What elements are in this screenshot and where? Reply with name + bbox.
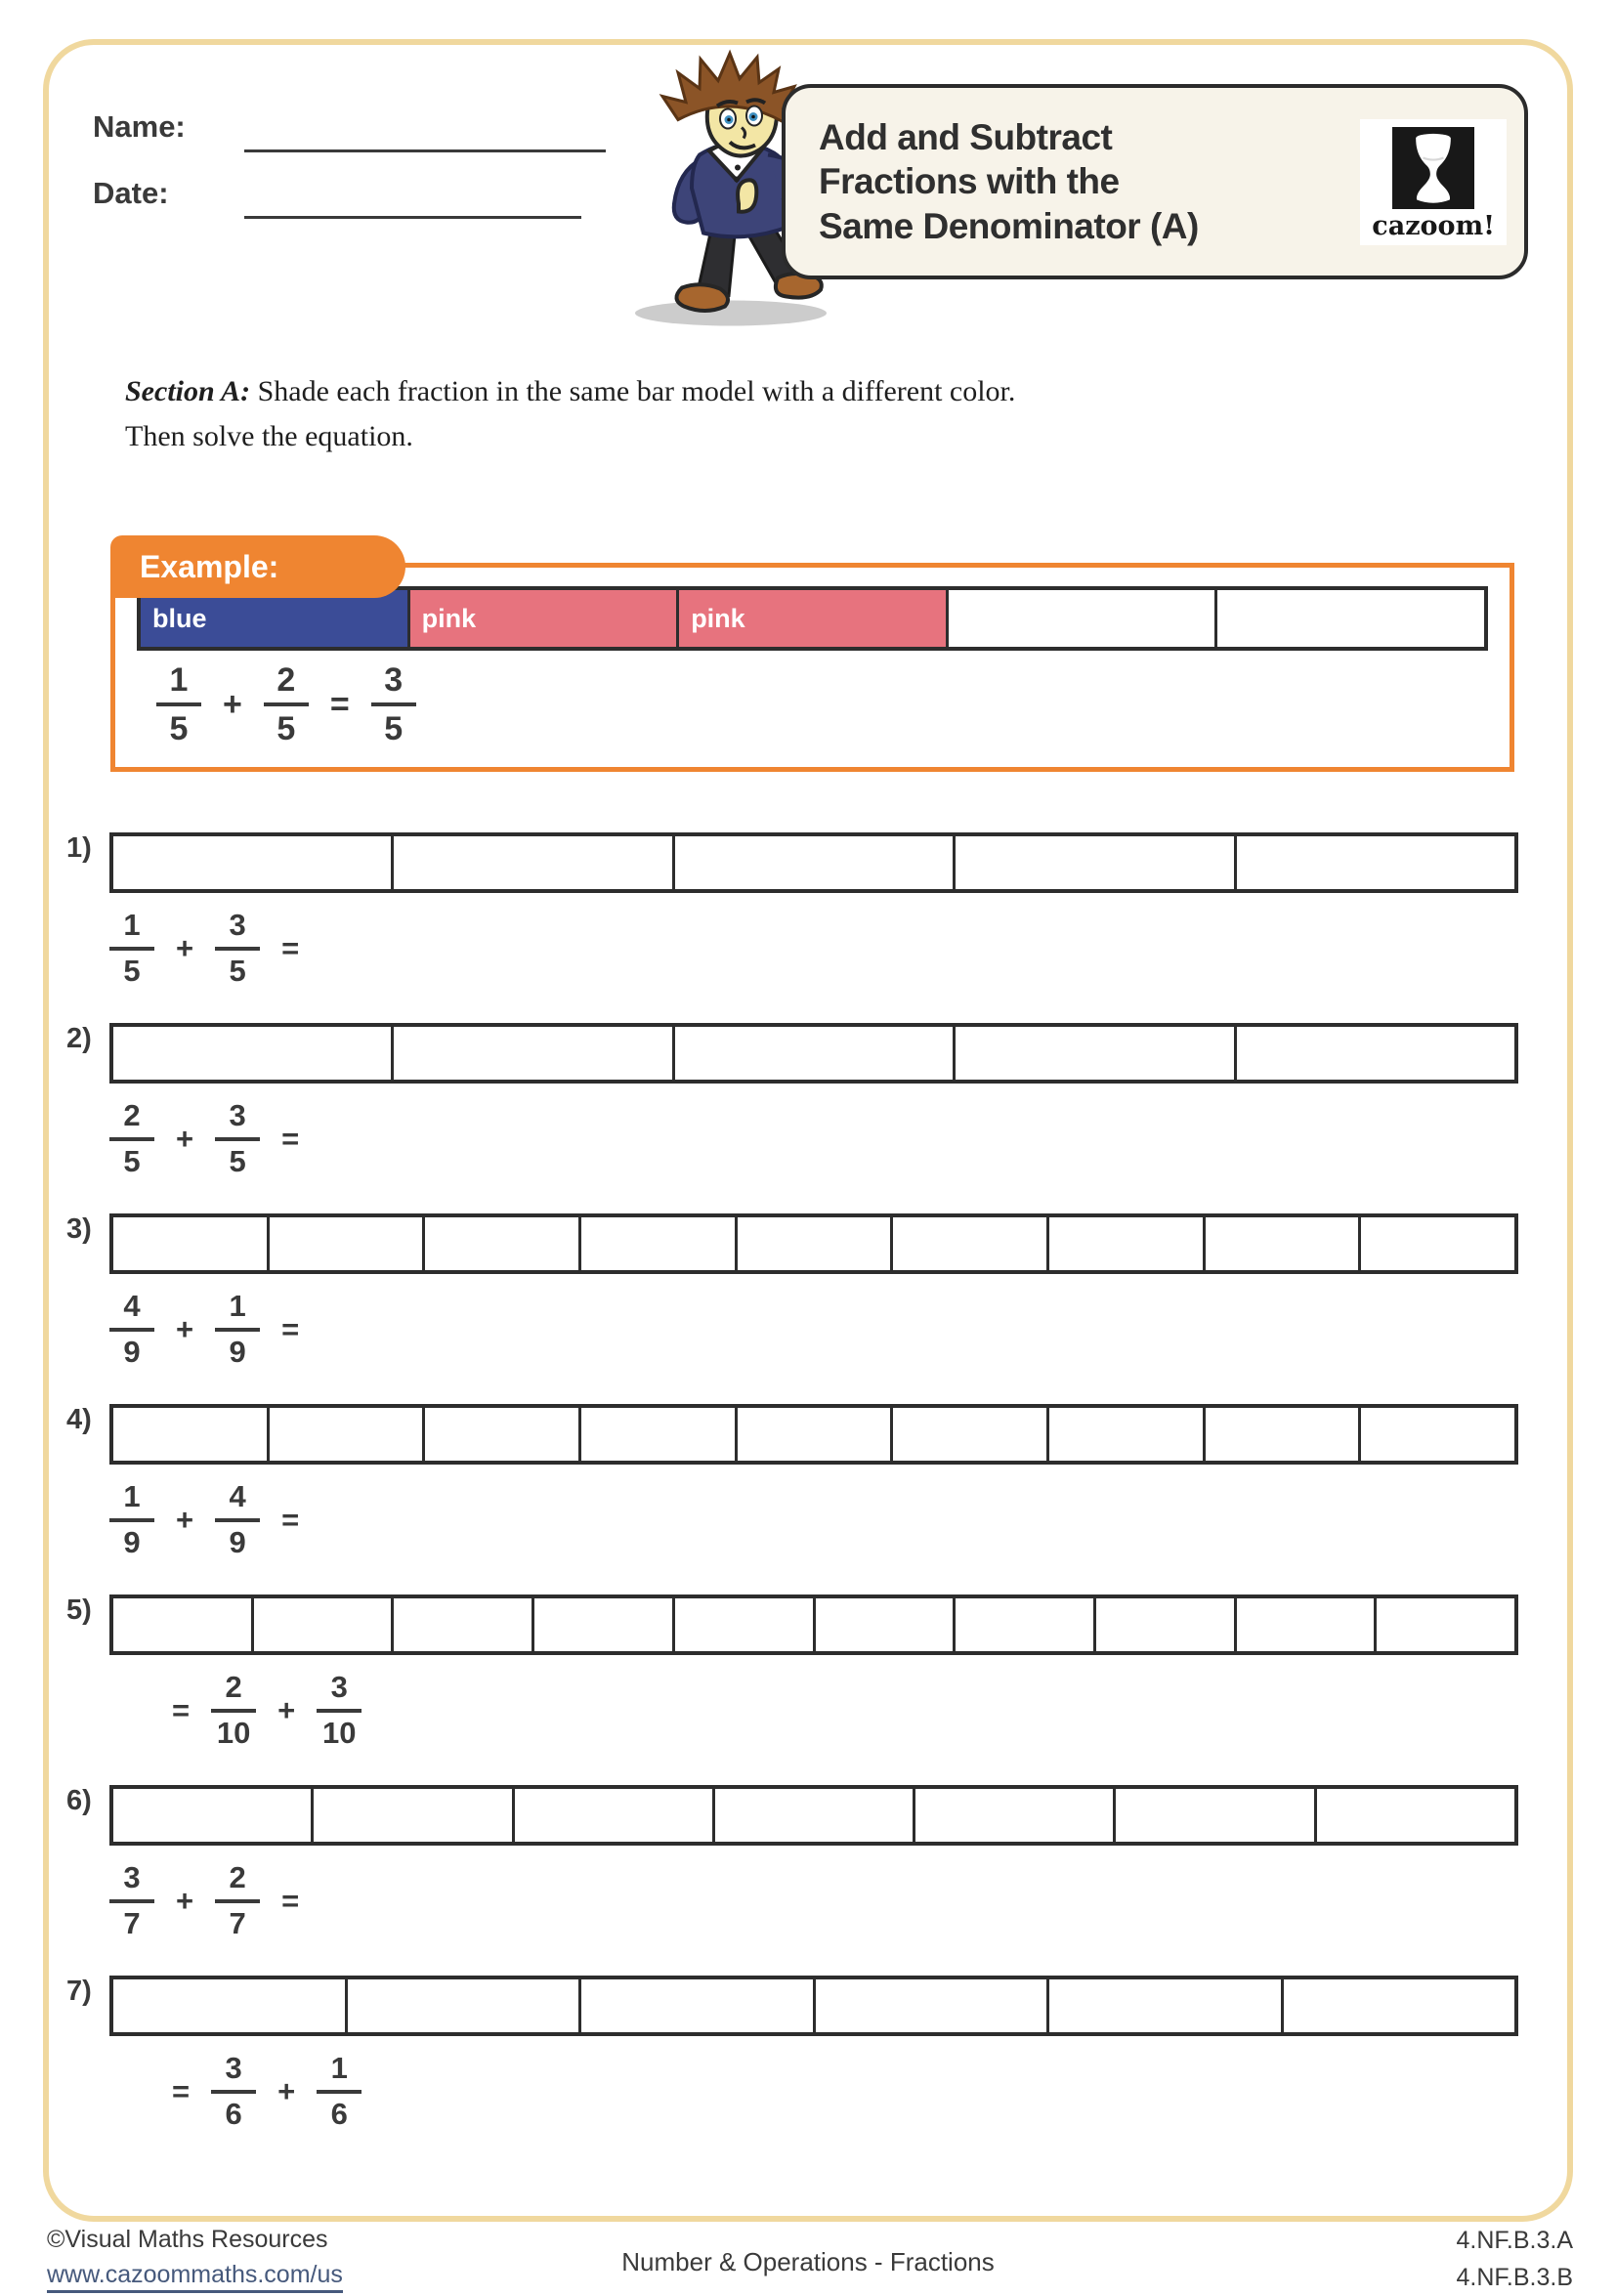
fraction bbox=[211, 2051, 256, 2132]
numerator: 1 bbox=[156, 660, 201, 706]
fraction bbox=[371, 660, 416, 748]
denominator: 5 bbox=[123, 1143, 141, 1178]
fraction bbox=[109, 1860, 154, 1941]
denominator: 9 bbox=[229, 1524, 246, 1559]
problem-equation bbox=[109, 1289, 1518, 1370]
section-label: Section A: bbox=[125, 375, 251, 407]
numerator: 3 bbox=[371, 660, 416, 706]
bar-cell bbox=[953, 1598, 1093, 1651]
operator: = bbox=[281, 930, 300, 965]
bar-cell bbox=[532, 1598, 672, 1651]
bar-cell bbox=[113, 1217, 267, 1270]
bar-cell bbox=[578, 1217, 735, 1270]
date-label: Date: bbox=[93, 176, 169, 210]
bar-cell bbox=[1214, 590, 1484, 647]
bar-cell bbox=[890, 1217, 1046, 1270]
fraction bbox=[109, 1479, 154, 1560]
bar-cell bbox=[813, 1598, 954, 1651]
problem-number: 3) bbox=[66, 1213, 92, 1245]
fraction bbox=[215, 1289, 260, 1370]
numerator: 1 bbox=[109, 1479, 154, 1522]
bar-cell bbox=[735, 1408, 891, 1461]
denominator: 7 bbox=[123, 1905, 141, 1940]
date-write-line bbox=[244, 216, 581, 219]
problem-number: 4) bbox=[66, 1404, 92, 1435]
operator: = bbox=[172, 2073, 191, 2108]
denominator: 6 bbox=[330, 2096, 348, 2131]
operator: + bbox=[223, 685, 242, 723]
fraction bbox=[109, 908, 154, 989]
cazoom-logo bbox=[1360, 119, 1507, 245]
operator: = bbox=[172, 1692, 191, 1727]
operator: = bbox=[329, 685, 350, 723]
numerator: 4 bbox=[215, 1479, 260, 1522]
fraction bbox=[264, 660, 309, 748]
denominator: 5 bbox=[384, 710, 404, 748]
bar-cell bbox=[1046, 1408, 1203, 1461]
bar-cell bbox=[953, 1027, 1233, 1080]
bar-cell bbox=[813, 1979, 1047, 2032]
numerator: 1 bbox=[215, 1289, 260, 1332]
numerator: 2 bbox=[264, 660, 309, 706]
problem bbox=[66, 832, 1518, 1023]
bar-cell bbox=[267, 1408, 423, 1461]
bar-cell bbox=[1281, 1979, 1515, 2032]
problem-equation bbox=[172, 2051, 1518, 2132]
denominator: 5 bbox=[229, 1143, 246, 1178]
operator: = bbox=[281, 1121, 300, 1156]
bar-cell bbox=[512, 1789, 712, 1842]
operator: + bbox=[176, 1883, 194, 1918]
operator: + bbox=[176, 1311, 194, 1346]
fraction bbox=[215, 908, 260, 989]
bar-model bbox=[109, 832, 1518, 893]
website-link[interactable]: www.cazoommaths.com/us bbox=[47, 2261, 343, 2293]
bar-cell bbox=[113, 1408, 267, 1461]
fraction bbox=[211, 1670, 256, 1751]
bar-cell bbox=[1046, 1979, 1281, 2032]
copyright-text: ©Visual Maths Resources bbox=[47, 2226, 328, 2253]
bar-cell: blue bbox=[141, 590, 407, 647]
operator: + bbox=[176, 930, 194, 965]
bar-cell bbox=[890, 1408, 1046, 1461]
instruction-line2: Then solve the equation. bbox=[125, 420, 413, 452]
bar-cell bbox=[672, 1027, 953, 1080]
bar-cell bbox=[251, 1598, 392, 1651]
bar-cell bbox=[735, 1217, 891, 1270]
problems bbox=[66, 832, 1518, 2166]
logo-wordmark: cazoom! bbox=[1372, 210, 1495, 241]
bar-model bbox=[109, 1023, 1518, 1084]
bar-cell bbox=[1358, 1408, 1514, 1461]
problem-equation bbox=[109, 1098, 1518, 1179]
denominator: 6 bbox=[225, 2096, 242, 2131]
problem bbox=[66, 1976, 1518, 2166]
bar-cell: pink bbox=[676, 590, 946, 647]
numerator: 3 bbox=[215, 908, 260, 951]
denominator: 5 bbox=[229, 953, 246, 988]
numerator: 3 bbox=[215, 1098, 260, 1141]
bar-cell bbox=[1374, 1598, 1514, 1651]
denominator: 10 bbox=[321, 1715, 357, 1750]
bar-cell bbox=[1113, 1789, 1313, 1842]
bar-cell bbox=[113, 1789, 311, 1842]
bar-cell bbox=[113, 836, 391, 889]
bar-cell bbox=[113, 1598, 251, 1651]
bar-cell bbox=[422, 1217, 578, 1270]
bar-cell bbox=[1314, 1789, 1514, 1842]
bar-cell bbox=[391, 1598, 532, 1651]
problem bbox=[66, 1785, 1518, 1976]
bar-cell bbox=[953, 836, 1233, 889]
footer-topic: Number & Operations - Fractions bbox=[621, 2247, 995, 2276]
fraction bbox=[156, 660, 201, 748]
fraction bbox=[215, 1098, 260, 1179]
bar-cell bbox=[578, 1408, 735, 1461]
numerator: 3 bbox=[109, 1860, 154, 1903]
example-tab-label: Example: bbox=[110, 535, 405, 598]
denominator: 5 bbox=[123, 953, 141, 988]
denominator: 7 bbox=[229, 1905, 246, 1940]
bar-cell bbox=[1358, 1217, 1514, 1270]
bar-model bbox=[109, 1976, 1518, 2036]
bar-cell bbox=[1203, 1408, 1359, 1461]
bar-cell bbox=[345, 1979, 579, 2032]
standard-code-2: 4.NF.B.3.B bbox=[1456, 2264, 1573, 2291]
denominator: 10 bbox=[216, 1715, 251, 1750]
problem-number: 5) bbox=[66, 1594, 92, 1626]
operator: + bbox=[176, 1502, 194, 1537]
problem bbox=[66, 1594, 1518, 1785]
problem bbox=[66, 1023, 1518, 1213]
bar-cell bbox=[1234, 1598, 1375, 1651]
operator: = bbox=[281, 1311, 300, 1346]
fraction bbox=[109, 1098, 154, 1179]
problem-equation bbox=[109, 908, 1518, 989]
operator: = bbox=[281, 1502, 300, 1537]
example-box bbox=[110, 548, 1514, 772]
bar-cell bbox=[946, 590, 1215, 647]
fraction bbox=[317, 1670, 361, 1751]
bar-cell bbox=[1046, 1217, 1203, 1270]
bar-cell bbox=[712, 1789, 913, 1842]
denominator: 5 bbox=[169, 710, 189, 748]
operator: = bbox=[281, 1883, 300, 1918]
bar-model bbox=[109, 1404, 1518, 1465]
numerator: 3 bbox=[211, 2051, 256, 2094]
problem bbox=[66, 1213, 1518, 1404]
bar-cell bbox=[578, 1979, 813, 2032]
numerator: 2 bbox=[215, 1860, 260, 1903]
fraction bbox=[109, 1289, 154, 1370]
bar-cell bbox=[422, 1408, 578, 1461]
fraction bbox=[215, 1860, 260, 1941]
bar-cell bbox=[391, 836, 671, 889]
numerator: 3 bbox=[317, 1670, 361, 1713]
bar-cell bbox=[672, 836, 953, 889]
problem-number: 7) bbox=[66, 1976, 92, 2007]
fraction bbox=[317, 2051, 361, 2132]
operator: + bbox=[277, 2073, 296, 2108]
djembe-drum-icon bbox=[1392, 127, 1474, 209]
denominator: 9 bbox=[229, 1334, 246, 1369]
operator: + bbox=[176, 1121, 194, 1156]
bar-cell bbox=[1234, 836, 1514, 889]
bar-cell bbox=[113, 1027, 391, 1080]
numerator: 2 bbox=[211, 1670, 256, 1713]
bar-cell bbox=[311, 1789, 511, 1842]
numerator: 2 bbox=[109, 1098, 154, 1141]
bar-cell bbox=[1093, 1598, 1234, 1651]
bar-cell bbox=[1203, 1217, 1359, 1270]
problem-number: 1) bbox=[66, 832, 92, 864]
numerator: 1 bbox=[317, 2051, 361, 2094]
denominator: 9 bbox=[123, 1524, 141, 1559]
problem-equation bbox=[109, 1479, 1518, 1560]
section-instructions bbox=[125, 369, 1015, 459]
bar-cell bbox=[113, 1979, 345, 2032]
problem-equation bbox=[109, 1860, 1518, 1941]
denominator: 5 bbox=[276, 710, 296, 748]
bar-cell bbox=[913, 1789, 1113, 1842]
problem-number: 6) bbox=[66, 1785, 92, 1816]
numerator: 4 bbox=[109, 1289, 154, 1332]
instruction-line1: Shade each fraction in the same bar model with a different color. bbox=[250, 375, 1016, 407]
problem-equation bbox=[172, 1670, 1518, 1751]
bar-cell bbox=[1234, 1027, 1514, 1080]
bar-model bbox=[109, 1785, 1518, 1846]
denominator: 9 bbox=[123, 1334, 141, 1369]
problem-number: 2) bbox=[66, 1023, 92, 1054]
name-label: Name: bbox=[93, 109, 186, 144]
operator: + bbox=[277, 1692, 296, 1727]
fraction bbox=[215, 1479, 260, 1560]
bar-cell bbox=[391, 1027, 671, 1080]
bar-cell: pink bbox=[407, 590, 677, 647]
worksheet-title: Add and Subtract Fractions with the Same Denominator (A) bbox=[819, 117, 1199, 246]
bar-cell bbox=[267, 1217, 423, 1270]
standard-code-1: 4.NF.B.3.A bbox=[1456, 2227, 1573, 2254]
bar-cell bbox=[672, 1598, 813, 1651]
numerator: 1 bbox=[109, 908, 154, 951]
bar-model bbox=[109, 1594, 1518, 1655]
bar-model bbox=[109, 1213, 1518, 1274]
name-write-line bbox=[244, 149, 606, 152]
problem bbox=[66, 1404, 1518, 1594]
worksheet-title-box bbox=[782, 84, 1528, 279]
example-equation bbox=[156, 660, 1488, 748]
